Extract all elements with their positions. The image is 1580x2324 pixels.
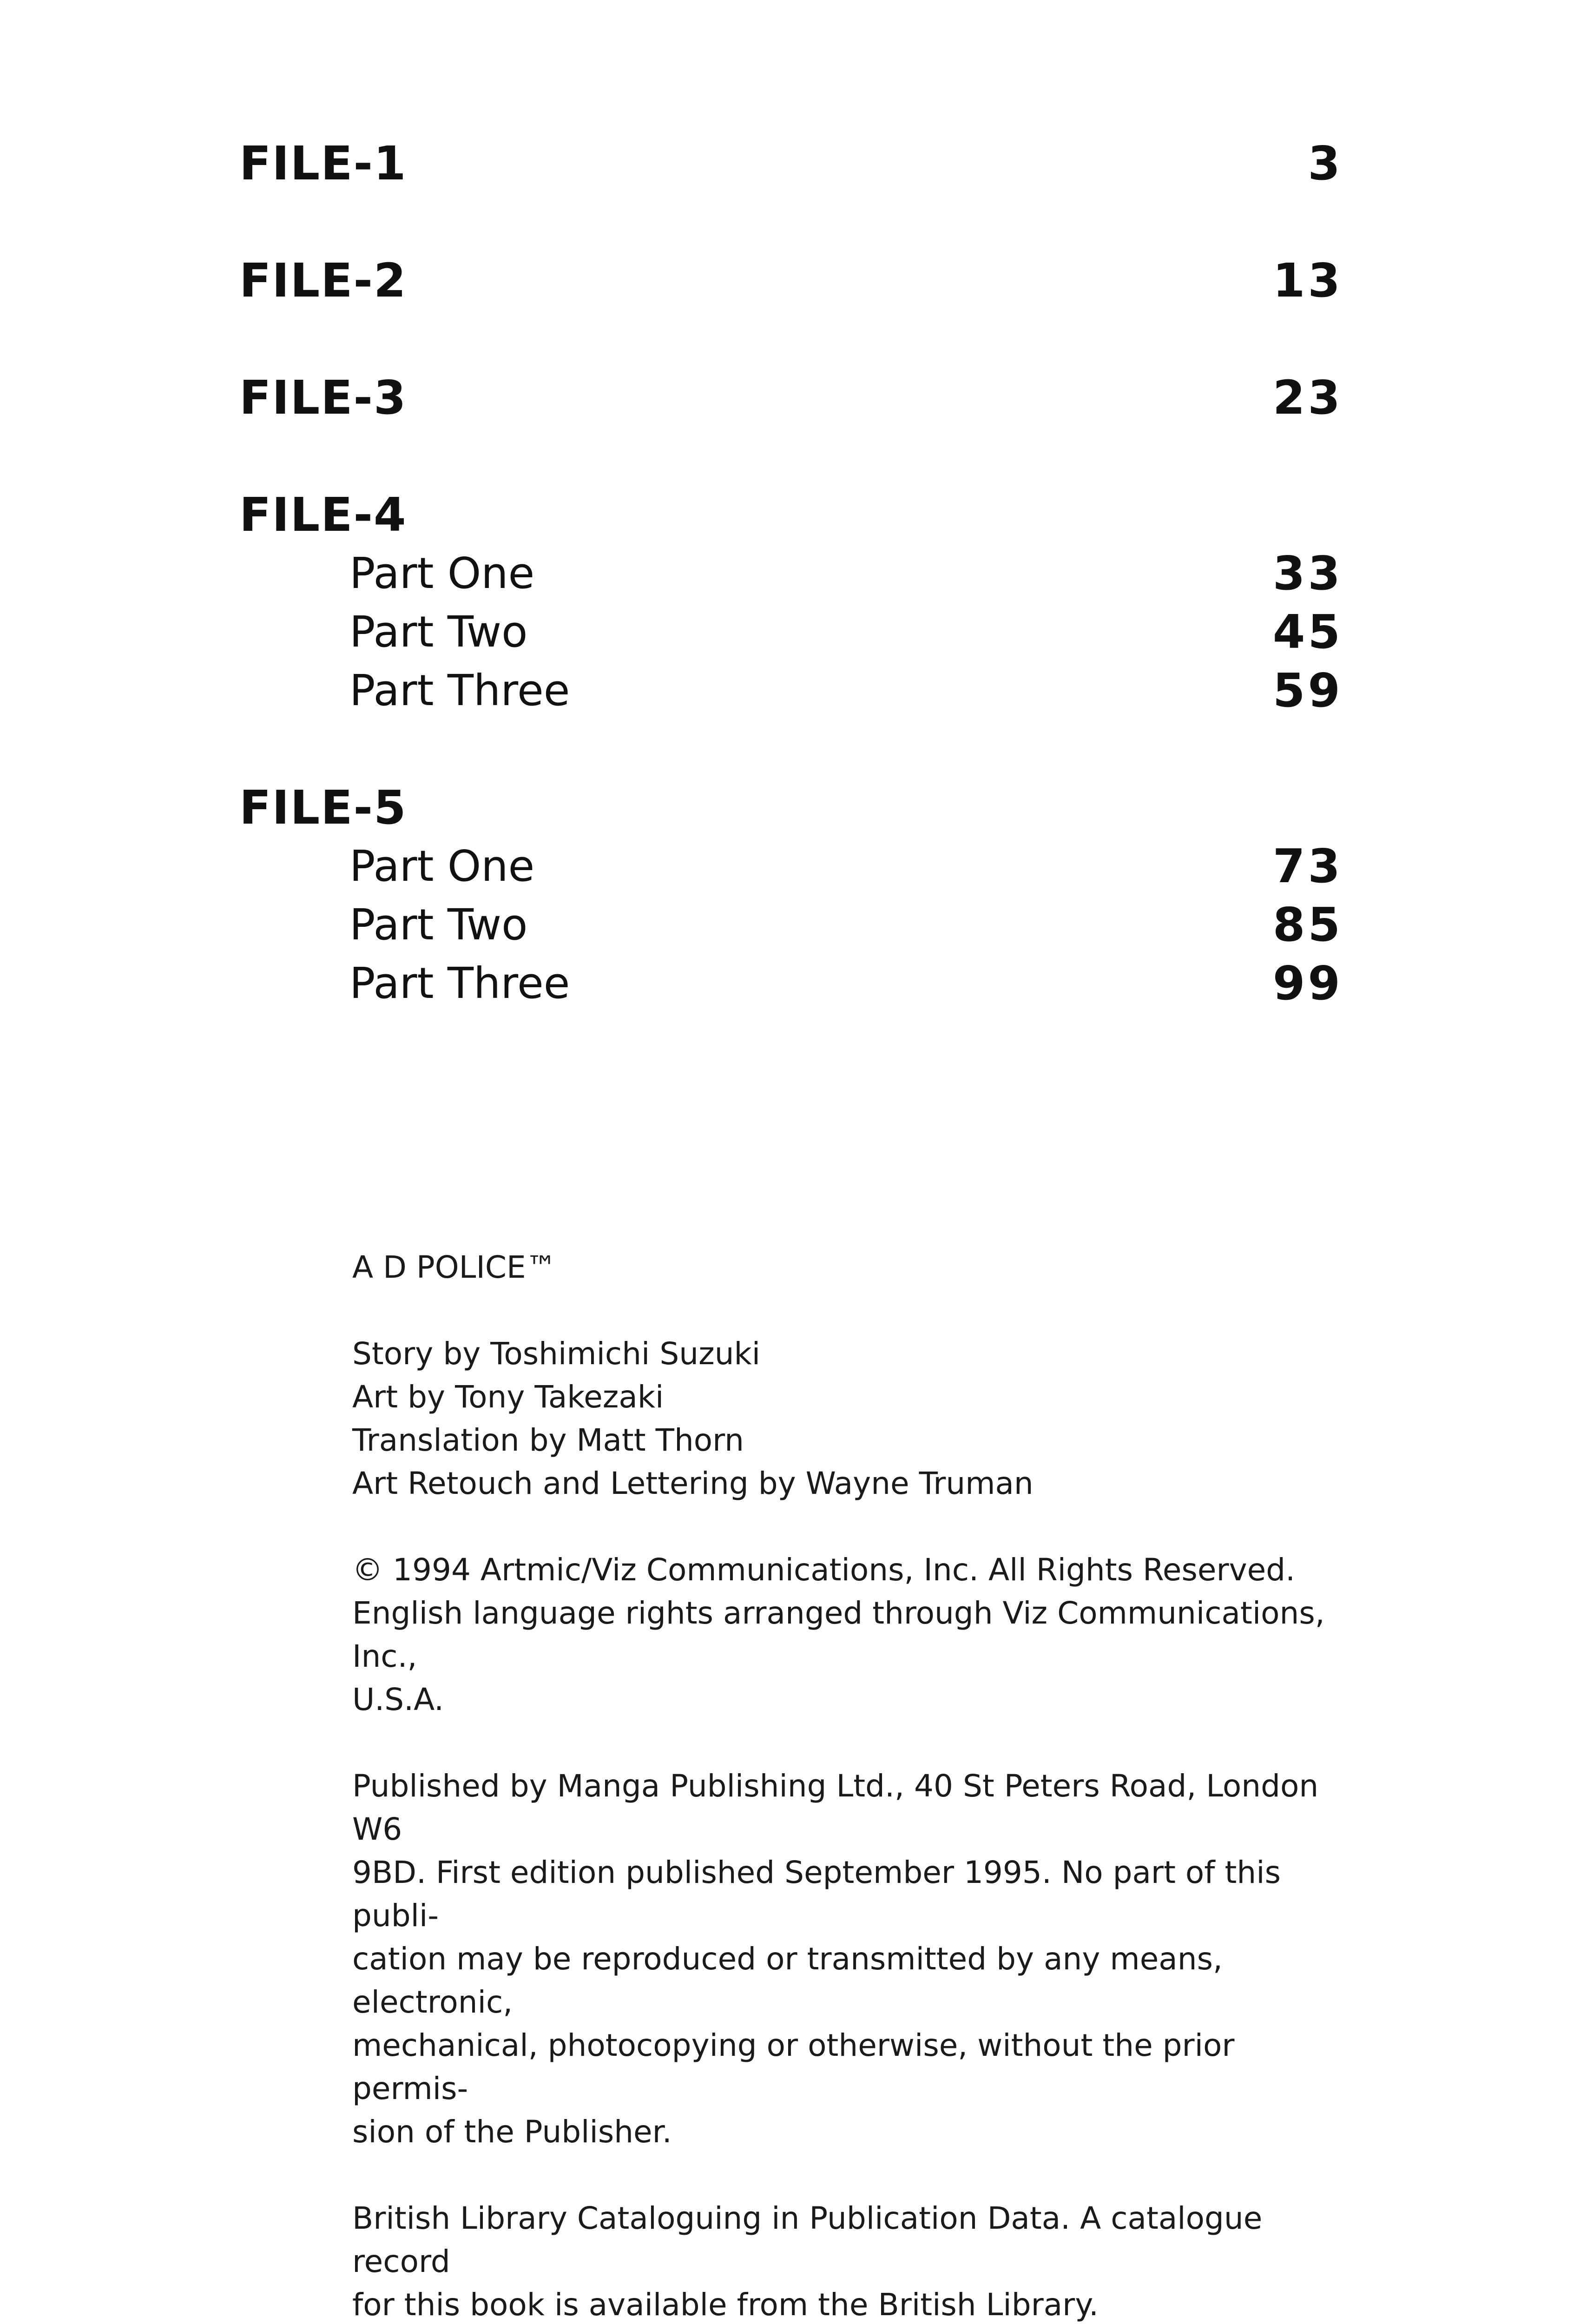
- toc-subentry-label: Part Two: [349, 900, 528, 950]
- toc-subentry-page: 85: [1272, 898, 1343, 952]
- toc-subentry-label: Part Three: [349, 958, 570, 1008]
- credit-retouch: Art Retouch and Lettering by Wayne Truman: [352, 1466, 1034, 1501]
- credit-story: Story by Toshimichi Suzuki: [352, 1336, 761, 1372]
- copyright-line: U.S.A.: [352, 1682, 444, 1717]
- toc-subentry-page: 99: [1272, 956, 1343, 1010]
- toc-subentry-page: 73: [1272, 839, 1343, 893]
- credit-translation: Translation by Matt Thorn: [352, 1422, 744, 1458]
- credit-art: Art by Tony Takezaki: [352, 1379, 664, 1415]
- toc-entry-page: 23: [1272, 370, 1343, 425]
- copyright-line: English language rights arranged through Viz Communications, Inc.,: [352, 1595, 1325, 1674]
- book-title: A D POLICE™: [352, 1249, 557, 1285]
- publisher-line: 9BD. First edition published September 1995. No part of this publi-: [352, 1855, 1281, 1934]
- toc-subentry-label: Part Three: [349, 666, 570, 715]
- toc-subentry-label: Part One: [349, 841, 535, 891]
- toc-subentry-page: 33: [1272, 546, 1343, 601]
- toc-entry-label: FILE-2: [239, 253, 407, 308]
- publisher-line: sion of the Publisher.: [352, 2114, 672, 2150]
- toc-entry-page: 13: [1272, 253, 1343, 308]
- credits-block: [352, 1246, 1328, 2324]
- toc-entry-label: FILE-3: [239, 370, 407, 425]
- toc-subentry-label: Part Two: [349, 607, 528, 657]
- toc-subentry-label: Part One: [349, 548, 535, 598]
- publisher-line: Published by Manga Publishing Ltd., 40 St Peters Road, London W6: [352, 1768, 1319, 1847]
- publisher-line: mechanical, photocopying or otherwise, without the prior permis-: [352, 2027, 1235, 2106]
- toc-subentry-page: 59: [1272, 663, 1343, 718]
- toc-entry-page: 3: [1308, 136, 1343, 191]
- toc-subentry-page: 45: [1272, 605, 1343, 659]
- publisher-line: cation may be reproduced or transmitted by any means, electronic,: [352, 1941, 1223, 2020]
- toc-entry-label: FILE-1: [239, 136, 407, 191]
- library-line: for this book is available from the British Library.: [352, 2287, 1099, 2323]
- toc-entry-label: FILE-4: [239, 488, 407, 542]
- copyright-line: © 1994 Artmic/Viz Communications, Inc. All Rights Reserved.: [352, 1552, 1296, 1588]
- library-line: British Library Cataloguing in Publication Data. A catalogue record: [352, 2200, 1263, 2279]
- toc-entry-label: FILE-5: [239, 780, 407, 835]
